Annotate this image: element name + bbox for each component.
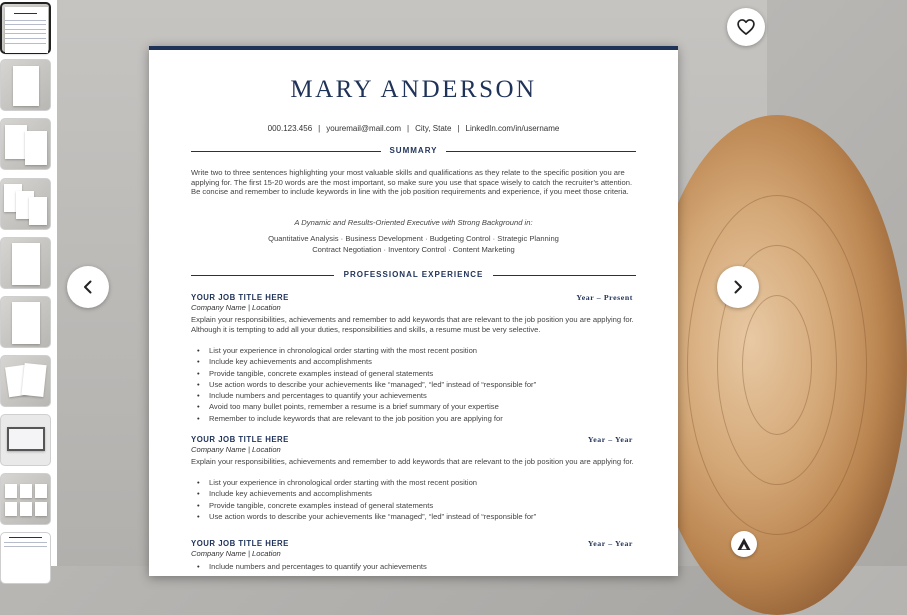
summary-heading: SUMMARY — [191, 146, 636, 156]
job-dates-2: Year – Year — [587, 435, 633, 444]
resume-page — [149, 46, 678, 576]
list-item: • List your experience in chronological order starting with the most recent position — [209, 477, 636, 488]
thumbnail-2[interactable] — [0, 59, 51, 111]
contact-location: City, State — [415, 124, 452, 133]
company-1: Company Name | Location — [191, 303, 281, 312]
list-item: • List your experience in chronological order starting with the most recent position — [209, 345, 636, 356]
thumbnail-9[interactable] — [0, 473, 51, 525]
thumbnail-strip — [0, 0, 57, 566]
list-item: • Avoid too many bullet points, remember a resume is a brief summary of your expertise — [209, 401, 636, 412]
skills-line-1: Quantitative Analysis · Business Development · Budgeting Control · Strategic Planning — [268, 234, 559, 243]
contact-email: youremail@mail.com — [326, 124, 402, 133]
image-viewer — [57, 0, 767, 571]
list-item: • Use action words to describe your achievements like “managed”, “led” instead of “responsible for” — [209, 379, 636, 390]
job-dates-3: Year – Year — [587, 539, 633, 548]
job-title-2: YOUR JOB TITLE HERE — [191, 435, 289, 444]
list-item: • Include key achievements and accomplishments — [209, 356, 636, 367]
contact-line: 000.123.456 | youremail@mail.com | City, State | LinkedIn.com/in/username — [267, 124, 560, 133]
resume-name: MARY ANDERSON — [290, 76, 537, 103]
zoom-button[interactable] — [731, 531, 757, 557]
contact-linkedin: LinkedIn.com/in/username — [465, 124, 560, 133]
list-item: • Use action words to describe your achievements like “managed”, “led” instead of “responsible for” — [209, 511, 636, 522]
wood-slice-decoration — [647, 115, 907, 615]
job-dates-1: Year – Present — [576, 293, 633, 302]
job-description-2: Explain your responsibilities, achievements and remember to add keywords that are relevant to the job position you are applying for. — [191, 457, 634, 466]
next-image-button[interactable] — [717, 266, 759, 308]
chevron-left-icon — [80, 279, 96, 295]
contact-phone: 000.123.456 — [267, 124, 313, 133]
company-2: Company Name | Location — [191, 445, 281, 454]
experience-heading: PROFESSIONAL EXPERIENCE — [191, 270, 636, 280]
thumbnail-5[interactable] — [0, 237, 51, 289]
heart-icon — [736, 17, 756, 37]
list-item: • Include numbers and percentages to quantify your achievements — [209, 390, 636, 401]
skills-line-2: Contract Negotiation · Inventory Control · Content Marketing — [312, 245, 515, 254]
list-item: • Remember to include keywords that are relevant to the job position you are applying for — [209, 413, 636, 424]
tagline: A Dynamic and Results-Oriented Executive with Strong Background in: — [294, 218, 533, 227]
summary-text: Write two to three sentences highlighting your most valuable skills and qualifications as they relate to the specific position you are applying for. The first 15-20 words are the most important, so make sure you use that space wisely to catch the recruiter’s attention. Be concise and remember to include keywords in line with the job position requirements and experience, if you meet those criteria. — [191, 168, 633, 197]
job-title-3: YOUR JOB TITLE HERE — [191, 539, 289, 548]
thumbnail-4[interactable] — [0, 178, 51, 230]
job-bullets-3 — [209, 561, 636, 572]
thumbnail-8[interactable] — [0, 414, 51, 466]
previous-image-button[interactable] — [67, 266, 109, 308]
list-item: • Include numbers and percentages to quantify your achievements — [209, 561, 636, 572]
list-item: • Include key achievements and accomplishments — [209, 488, 636, 499]
thumbnail-1[interactable] — [0, 2, 51, 54]
thumbnail-6[interactable] — [0, 296, 51, 348]
job-bullets-2 — [209, 477, 636, 522]
list-item: • Provide tangible, concrete examples instead of general statements — [209, 500, 636, 511]
list-item: • Provide tangible, concrete examples instead of general statements — [209, 368, 636, 379]
job-description-1: Explain your responsibilities, achievements and remember to add keywords that are relevant to the job position you are applying for. Although it is tempting to add all your duties, responsibilities and skills, a resume must be very selective. — [191, 315, 634, 334]
thumbnail-3[interactable] — [0, 118, 51, 170]
job-title-1: YOUR JOB TITLE HERE — [191, 293, 289, 302]
thumbnail-10[interactable] — [0, 532, 51, 584]
company-3: Company Name | Location — [191, 549, 281, 558]
chevron-right-icon — [730, 279, 746, 295]
job-bullets-1 — [209, 345, 636, 424]
thumbnail-7[interactable] — [0, 355, 51, 407]
triangle-logo-icon — [736, 536, 752, 552]
favorite-button[interactable] — [727, 8, 765, 46]
